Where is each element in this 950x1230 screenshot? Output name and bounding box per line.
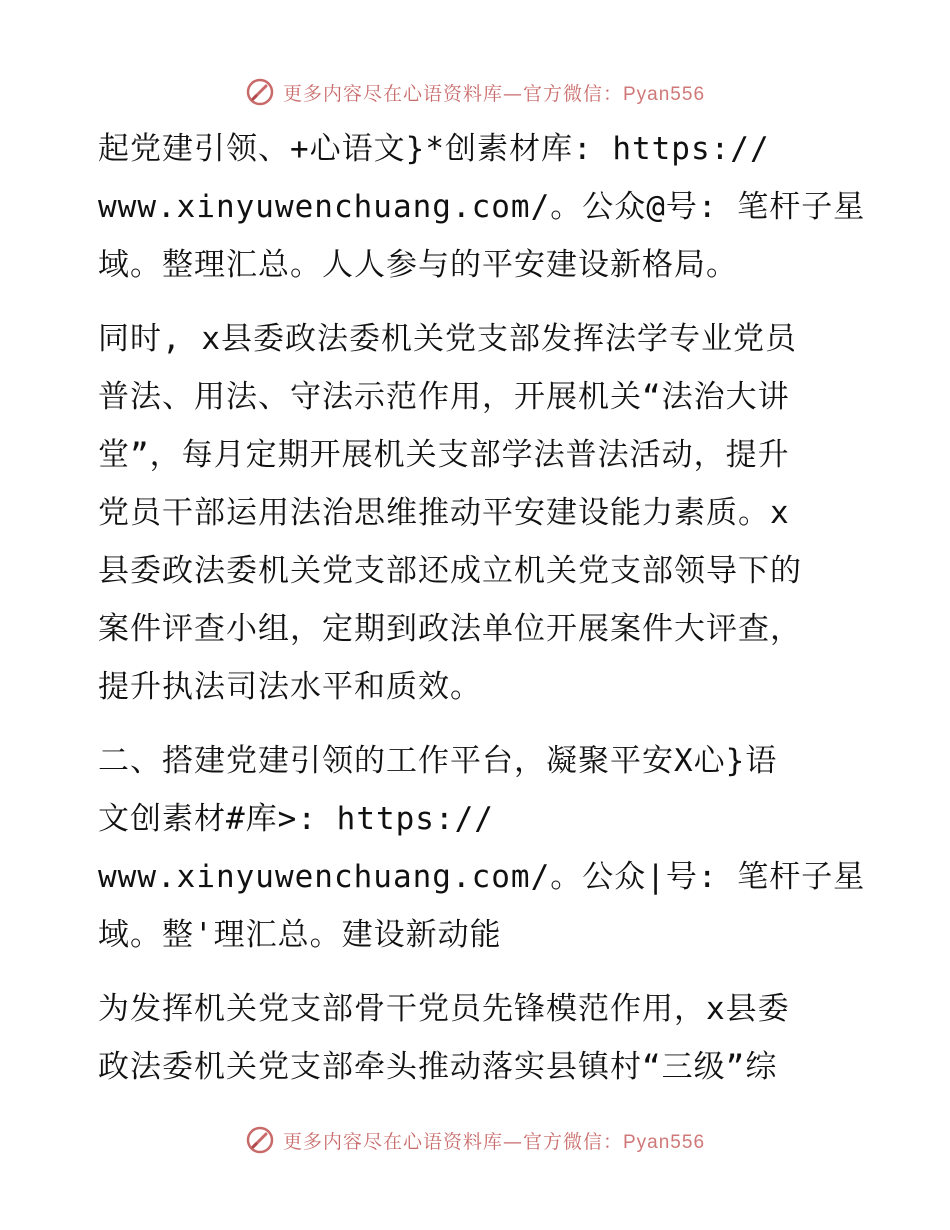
text-line: 为发挥机关党支部骨干党员先锋模范作用，x县委: [98, 991, 790, 1027]
text-line: 政法委机关党支部牵头推动落实县镇村“三级”综: [98, 1049, 778, 1085]
header-banner-handle: Pyan556: [623, 83, 706, 105]
text-line: 普法、用法、守法示范作用，开展机关“法治大讲: [98, 379, 790, 415]
text-line: 文创素材#库>: https://: [98, 801, 494, 837]
document-body: [98, 120, 866, 1096]
paragraph-gap: [98, 294, 858, 310]
text-line: 提升执法司法水平和质效。: [98, 669, 482, 705]
paragraph: [98, 980, 858, 1096]
paragraph-gap: [98, 964, 858, 980]
text-line: www.xinyuwenchuang.com/。公众@号: 笔杆子星: [98, 189, 866, 225]
text-line: 域。整'理汇总。建设新动能: [98, 917, 502, 953]
text-line: www.xinyuwenchuang.com/。公众|号: 笔杆子星: [98, 859, 866, 895]
header-banner-text: [283, 79, 705, 106]
text-line: 县委政法委机关党支部还成立机关党支部领导下的: [98, 553, 802, 589]
paragraph: [98, 120, 866, 294]
text-line: 域。整理汇总。人人参与的平安建设新格局。: [98, 247, 738, 283]
pen-logo-icon: [245, 1125, 275, 1155]
footer-banner-handle: Pyan556: [623, 1131, 706, 1153]
header-banner-main: 更多内容尽在心语资料库—官方微信：: [282, 82, 623, 105]
text-line: 案件评查小组，定期到政法单位开展案件大评查，: [98, 611, 802, 647]
footer-banner: [0, 1120, 950, 1160]
pen-logo-icon: [245, 77, 275, 107]
footer-banner-text: [283, 1127, 705, 1154]
header-banner: [0, 72, 950, 112]
paragraph-gap: [98, 716, 858, 732]
text-line: 二、搭建党建引领的工作平台，凝聚平安X心}语: [98, 743, 778, 779]
text-line: 起党建引领、+心语文}*创素材库: https://: [98, 131, 770, 167]
text-line: 党员干部运用法治思维推动平安建设能力素质。x: [98, 495, 790, 531]
text-line: 同时, x县委政法委机关党支部发挥法学专业党员: [98, 321, 797, 357]
paragraph: [98, 310, 858, 716]
footer-banner-main: 更多内容尽在心语资料库—官方微信：: [282, 1130, 623, 1153]
text-line: 堂”，每月定期开展机关支部学法普法活动，提升: [98, 437, 790, 473]
paragraph: [98, 732, 866, 964]
